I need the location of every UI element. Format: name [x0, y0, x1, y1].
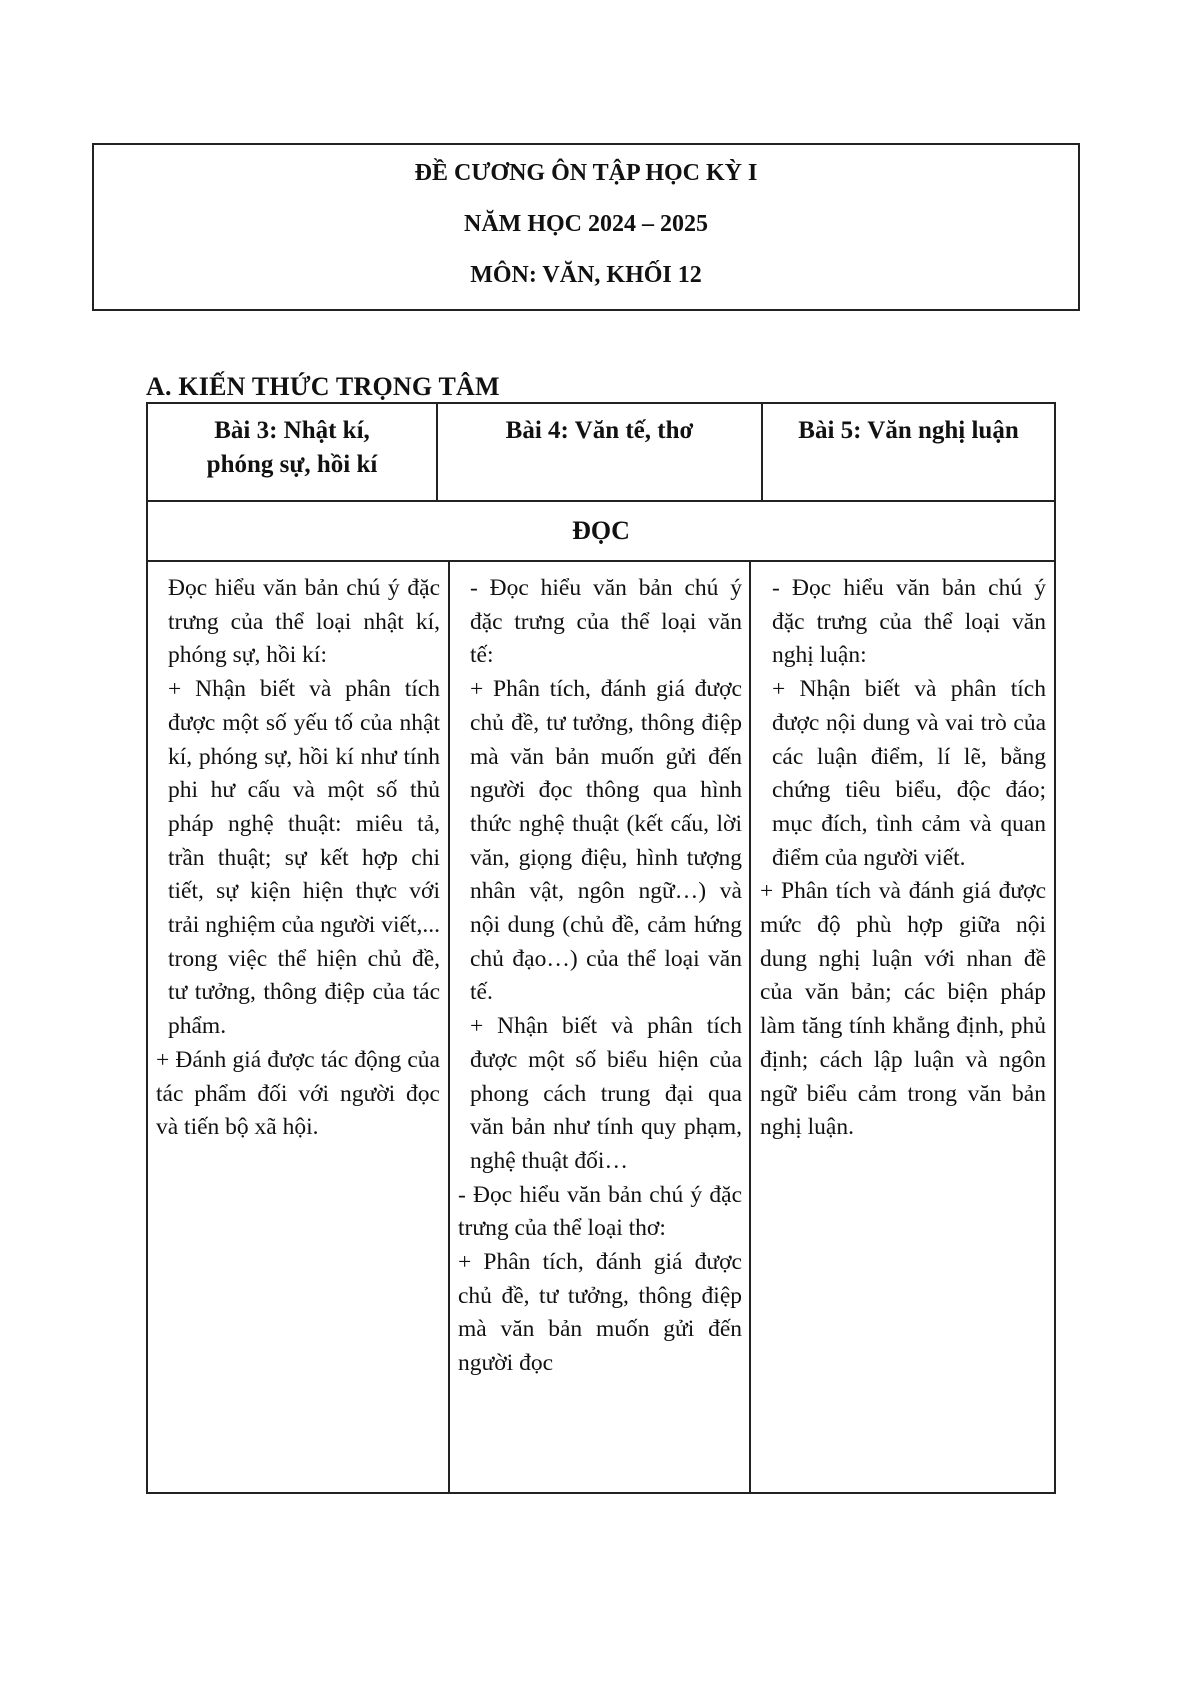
cell-lesson-5-reading: [760, 572, 1046, 1145]
cell-lesson-4-paragraph-2: + Phân tích, đánh giá được chủ đề, tư tưởng, thông điệp mà văn bản muốn gửi đến người đọc thông qua hình thức nghệ thuật (kết cấu, lời văn, giọng điệu, hình tượng nhân vật, ngôn ngữ…) và nội dung (chủ đề, cảm hứng chủ đạo…) của thể loại văn tế.: [470, 676, 742, 1006]
header-row-border: [148, 500, 1054, 502]
subject-grade: MÔN: VĂN, KHỐI 12: [470, 262, 702, 288]
cell-lesson-3-paragraph-1: Đọc hiểu văn bản chú ý đặc trưng của thể loại nhật kí, phóng sự, hồi kí:: [168, 575, 440, 669]
cell-lesson-5-paragraph-2: + Nhận biết và phân tích được nội dung và vai trò của các luận điểm, lí lẽ, bằng chứng tiêu biểu, độc đáo; mục đích, tình cảm và quan điểm của người viết.: [772, 676, 1046, 871]
column-header-lesson-3-line-1: Bài 3: Nhật kí,: [214, 417, 370, 444]
column-header-lesson-4: Bài 4: Văn tế, thơ: [505, 417, 694, 444]
document-title-box: [92, 143, 1080, 311]
cell-lesson-3-paragraph-2: + Nhận biết và phân tích được một số yếu tố của nhật kí, phóng sự, hồi kí như tính phi hư cấu và một số thủ pháp nghệ thuật: miêu tả, trần thuật; sự kết hợp chi tiết, sự kiện hiện thực với trải nghiệm của người viết,... trong việc thể hiện chủ đề, tư tưởng, thông điệp của tác phẩm.: [168, 676, 440, 1040]
school-year: NĂM HỌC 2024 – 2025: [464, 211, 708, 237]
column-header-lesson-3-line-2: phóng sự, hồi kí: [206, 451, 378, 478]
column-header-lesson-5: Bài 5: Văn nghị luận: [798, 417, 1019, 444]
body-divider-2: [749, 562, 751, 1492]
knowledge-table: [146, 402, 1056, 1494]
body-divider-1: [448, 562, 450, 1492]
cell-lesson-3-paragraph-3: + Đánh giá được tác động của tác phẩm đối với người đọc và tiến bộ xã hội.: [156, 1046, 440, 1141]
cell-lesson-4-reading: [458, 572, 742, 1381]
cell-lesson-4-paragraph-3: + Nhận biết và phân tích được một số biểu hiện của phong cách trung đại qua văn bản như tính quy phạm, nghệ thuật đối…: [470, 1013, 742, 1174]
document-title: ĐỀ CƯƠNG ÔN TẬP HỌC KỲ I: [414, 160, 758, 186]
cell-lesson-4-paragraph-4: - Đọc hiểu văn bản chú ý đặc trưng của thể loại thơ:: [458, 1181, 742, 1242]
label-row-border: [148, 560, 1054, 562]
cell-lesson-3-reading: [156, 572, 440, 1145]
cell-lesson-4-paragraph-5: + Phân tích, đánh giá được chủ đề, tư tưởng, thông điệp mà văn bản muốn gửi đến người đọc: [458, 1249, 742, 1377]
column-header-lesson-3: [148, 414, 436, 482]
reading-row-label: ĐỌC: [572, 516, 630, 545]
section-heading: A. KIẾN THỨC TRỌNG TÂM: [146, 372, 500, 401]
cell-lesson-5-paragraph-3: + Phân tích và đánh giá được mức độ phù hợp giữa nội dung nghị luận với nhan đề của văn bản; các biện pháp làm tăng tính khẳng định, phủ định; cách lập luận và ngôn ngữ biểu cảm trong văn bản nghị luận.: [760, 878, 1046, 1141]
cell-lesson-4-paragraph-1: - Đọc hiểu văn bản chú ý đặc trưng của thể loại văn tế:: [470, 575, 742, 669]
cell-lesson-5-paragraph-1: - Đọc hiểu văn bản chú ý đặc trưng của thể loại văn nghị luận:: [772, 575, 1046, 669]
